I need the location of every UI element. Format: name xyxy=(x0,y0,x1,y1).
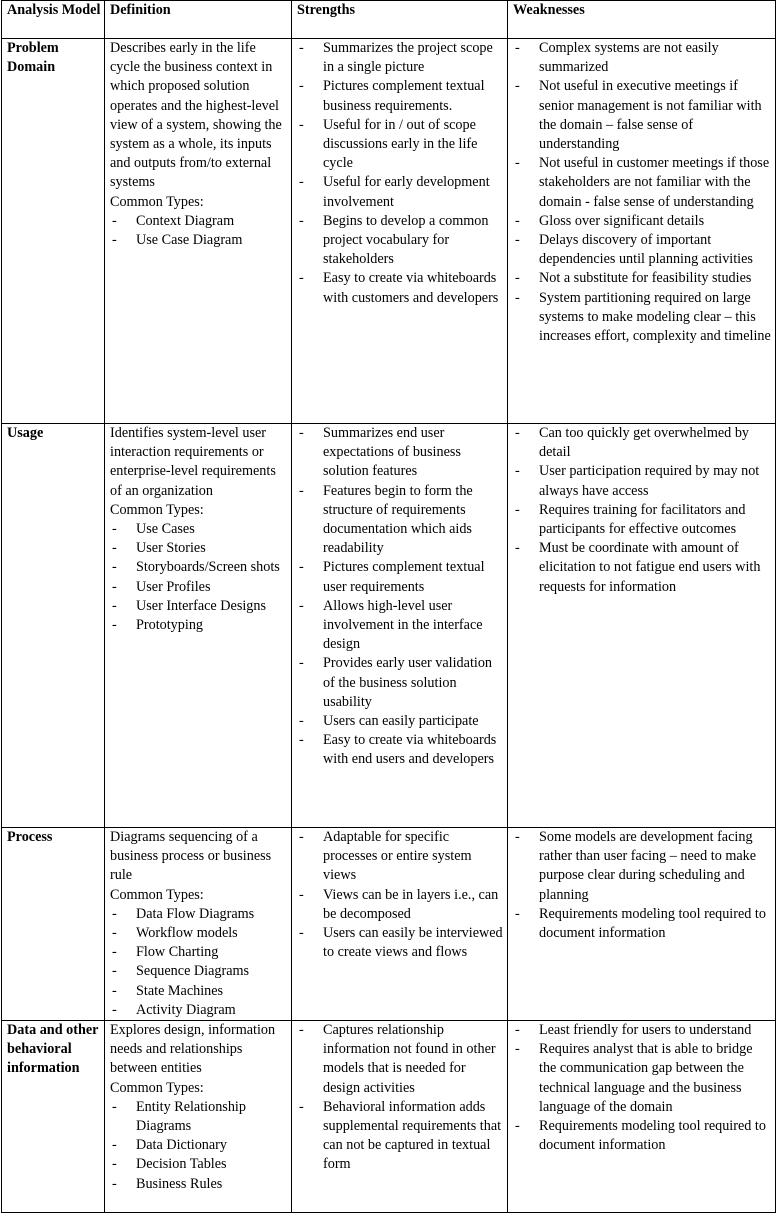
weakness-item: - Complex systems are not easily summarized xyxy=(513,39,772,77)
cell-weaknesses xyxy=(508,39,776,424)
strength-item: - Users can easily be interviewed to create views and flows xyxy=(297,924,504,962)
strength-item: - Users can easily participate xyxy=(297,712,504,731)
common-type-item: - State Machines xyxy=(110,982,288,1001)
weakness-item: - Can too quickly get overwhelmed by detail xyxy=(513,424,772,462)
header-row xyxy=(2,1,776,39)
cell-strengths-list xyxy=(297,828,504,962)
common-type-item: - Storyboards/Screen shots xyxy=(110,558,288,577)
common-types-label: Common Types: xyxy=(110,501,204,518)
weakness-item: - Requires training for facilitators and participants for effective outcomes xyxy=(513,501,772,539)
strength-item: - Easy to create via whiteboards with end users and developers xyxy=(297,731,504,769)
cell-weaknesses xyxy=(508,424,776,828)
model-name: Process xyxy=(7,829,53,845)
common-types-label: Common Types: xyxy=(110,193,204,210)
cell-strengths-list xyxy=(297,1021,504,1175)
weakness-item: - Must be coordinate with amount of elicitation to not fatigue end users with requests for information xyxy=(513,539,772,597)
model-name: Usage xyxy=(7,425,44,441)
weakness-item: - Delays discovery of important dependencies until planning activities xyxy=(513,231,772,269)
definition-text: Diagrams sequencing of a business process or business rule xyxy=(110,829,272,884)
weakness-item: - Gloss over significant details xyxy=(513,212,772,231)
common-type-item: - Flow Charting xyxy=(110,943,288,962)
header-weaknesses: Weaknesses xyxy=(508,1,776,39)
cell-weaknesses-list xyxy=(513,828,772,943)
common-type-item: - Workflow models xyxy=(110,924,288,943)
strength-item: - Begins to develop a common project vocabulary for stakeholders xyxy=(297,212,504,270)
common-types-list xyxy=(110,905,288,1020)
weakness-item: - System partitioning required on large systems to make modeling clear – this increases effort, complexity and timeline xyxy=(513,289,772,347)
common-type-item: - Activity Diagram xyxy=(110,1001,288,1020)
definition-text: Identifies system-level user interaction requirements or enterprise-level requirements of an organization xyxy=(110,425,276,499)
common-type-item: - Entity Relationship Diagrams xyxy=(110,1098,288,1136)
strength-item: - Views can be in layers i.e., can be decomposed xyxy=(297,886,504,924)
weakness-item: - Requirements modeling tool required to document information xyxy=(513,1117,772,1155)
analysis-models-table xyxy=(1,0,776,1213)
common-types-list xyxy=(110,520,288,635)
weakness-item: - Not a substitute for feasibility studies xyxy=(513,269,772,288)
common-type-item: - Sequence Diagrams xyxy=(110,962,288,981)
strength-item: - Summarizes the project scope in a single picture xyxy=(297,39,504,77)
cell-strengths-list xyxy=(297,39,504,308)
strength-item: - Adaptable for specific processes or entire system views xyxy=(297,828,504,886)
header-strengths: Strengths xyxy=(292,1,508,39)
common-type-item: - Data Dictionary xyxy=(110,1136,288,1155)
common-type-item: - User Profiles xyxy=(110,578,288,597)
cell-strengths xyxy=(292,424,508,828)
weakness-item: - Least friendly for users to understand xyxy=(513,1021,772,1040)
strength-item: - Easy to create via whiteboards with customers and developers xyxy=(297,269,504,307)
cell-weaknesses-list xyxy=(513,424,772,597)
cell-strengths xyxy=(292,39,508,424)
cell-weaknesses-list xyxy=(513,1021,772,1155)
table-row xyxy=(2,39,776,424)
table-row xyxy=(2,424,776,828)
common-type-item: - Data Flow Diagrams xyxy=(110,905,288,924)
common-type-item: - User Interface Designs xyxy=(110,597,288,616)
common-type-item: - User Stories xyxy=(110,539,288,558)
definition-text: Describes early in the life cycle the business context in which proposed solution operates and the highest-level view of a system, showing the system as a whole, its inputs and outputs from/to external systems xyxy=(110,40,282,191)
weakness-item: - Requirements modeling tool required to document information xyxy=(513,905,772,943)
definition-text: Explores design, information needs and relationships between entities xyxy=(110,1022,276,1077)
common-types-list xyxy=(110,212,288,250)
common-type-item: - Context Diagram xyxy=(110,212,288,231)
cell-analysis-model xyxy=(2,828,105,1021)
common-type-item: - Use Cases xyxy=(110,520,288,539)
common-types-label: Common Types: xyxy=(110,1079,204,1096)
table-row xyxy=(2,828,776,1021)
strength-item: - Features begin to form the structure of requirements documentation which aids readability xyxy=(297,482,504,559)
strength-item: - Pictures complement textual user requirements xyxy=(297,558,504,596)
cell-definition xyxy=(105,39,292,424)
strength-item: - Allows high-level user involvement in the interface design xyxy=(297,597,504,655)
weakness-item: - Not useful in customer meetings if those stakeholders are not familiar with the domain - false sense of understanding xyxy=(513,154,772,212)
strength-item: - Captures relationship information not found in other models that is needed for design activities xyxy=(297,1021,504,1098)
cell-strengths xyxy=(292,1021,508,1213)
weakness-item: - Some models are development facing rather than user facing – need to make purpose clear during scheduling and planning xyxy=(513,828,772,905)
strength-item: - Pictures complement textual business requirements. xyxy=(297,77,504,115)
weakness-item: - Not useful in executive meetings if senior management is not familiar with the domain – false sense of understanding xyxy=(513,77,772,154)
weakness-item: - Requires analyst that is able to bridge the communication gap between the technical language and the business language of the domain xyxy=(513,1040,772,1117)
table-row xyxy=(2,1021,776,1213)
common-types-list xyxy=(110,1098,288,1194)
common-type-item: - Use Case Diagram xyxy=(110,231,288,250)
common-type-item: - Prototyping xyxy=(110,616,288,635)
common-type-item: - Decision Tables xyxy=(110,1155,288,1174)
strength-item: - Useful for early development involvement xyxy=(297,173,504,211)
cell-analysis-model xyxy=(2,39,105,424)
cell-definition xyxy=(105,1021,292,1213)
strength-item: - Summarizes end user expectations of business solution features xyxy=(297,424,504,482)
header-analysis-model: Analysis Model xyxy=(2,1,105,39)
cell-analysis-model xyxy=(2,424,105,828)
strength-item: - Behavioral information adds supplemental requirements that can not be captured in textual form xyxy=(297,1098,504,1175)
model-name: Problem Domain xyxy=(7,40,59,76)
cell-strengths xyxy=(292,828,508,1021)
cell-weaknesses xyxy=(508,1021,776,1213)
common-type-item: - Business Rules xyxy=(110,1175,288,1194)
cell-definition xyxy=(105,424,292,828)
cell-strengths-list xyxy=(297,424,504,770)
cell-weaknesses xyxy=(508,828,776,1021)
model-name: Data and other behavioral information xyxy=(7,1022,99,1077)
common-types-label: Common Types: xyxy=(110,886,204,903)
strength-item: - Useful for in / out of scope discussions early in the life cycle xyxy=(297,116,504,174)
cell-analysis-model xyxy=(2,1021,105,1213)
cell-weaknesses-list xyxy=(513,39,772,346)
weakness-item: - User participation required by may not always have access xyxy=(513,462,772,500)
cell-definition xyxy=(105,828,292,1021)
header-definition: Definition xyxy=(105,1,292,39)
strength-item: - Provides early user validation of the business solution usability xyxy=(297,654,504,712)
